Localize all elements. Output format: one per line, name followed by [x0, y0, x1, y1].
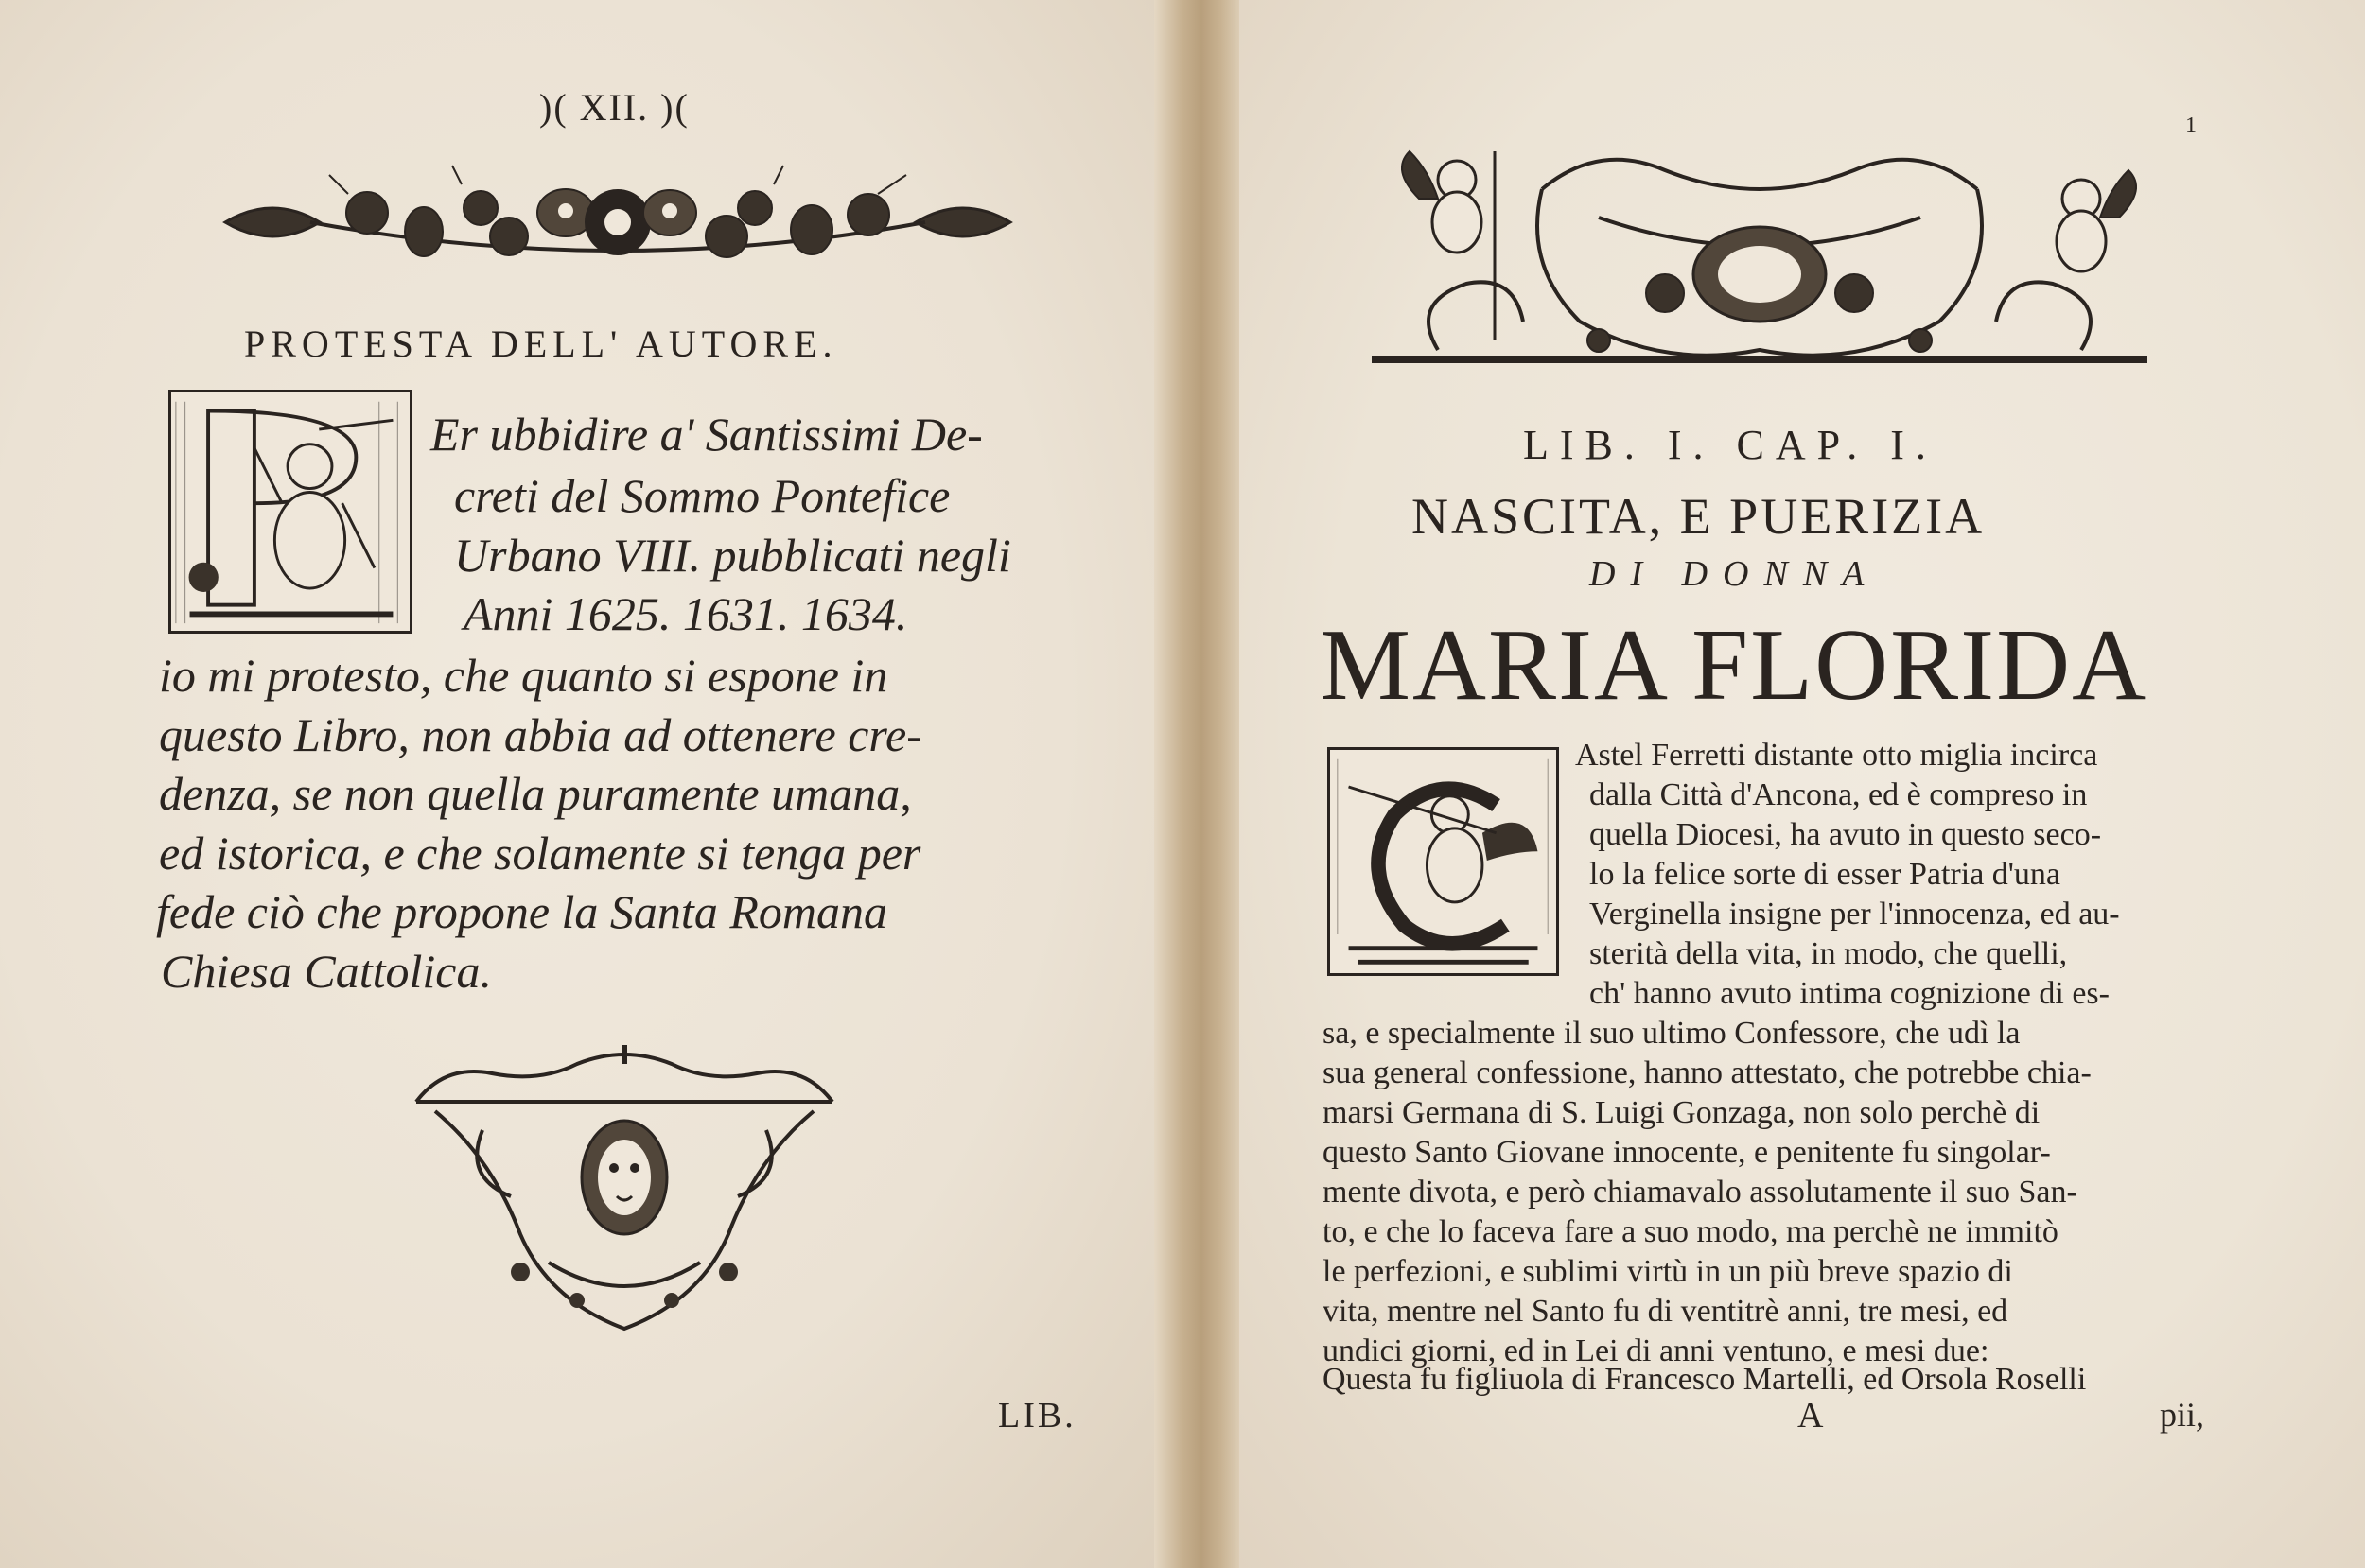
text-line-9: fede ciò che propone la Santa Romana — [156, 885, 887, 938]
text-line-2: creti del Sommo Pontefice — [454, 469, 951, 522]
body-line-3: quella Diocesi, ha avuto in questo seco- — [1589, 817, 2102, 852]
chapter-title: NASCITA, E PUERIZIA — [1411, 488, 1986, 545]
decorated-initial-c — [1327, 747, 1559, 976]
text-line-6: questo Libro, non abbia ad ottenere cre- — [159, 708, 922, 761]
catchword-right: pii, — [2160, 1396, 2205, 1434]
body-line-13: to, e che lo faceva fare a suo modo, ma perchè ne immitò — [1323, 1214, 2058, 1249]
text-line-5: io mi protesto, che quanto si espone in — [159, 649, 888, 702]
body-line-4: lo la felice sorte di esser Patria d'una — [1589, 857, 2060, 892]
left-page — [0, 0, 1164, 1568]
body-line-10: marsi Germana di S. Luigi Gonzaga, non solo perchè di — [1323, 1095, 2041, 1130]
body-line-8: sa, e specialmente il suo ultimo Confessore, che udì la — [1323, 1016, 2021, 1051]
body-line-16: undici giorni, ed in Lei di anni ventuno, e mesi due: — [1323, 1333, 1989, 1368]
body-line-6: sterità della vita, in modo, che quelli, — [1589, 936, 2068, 971]
text-line-7: denza, se non quella puramente umana, — [159, 767, 912, 820]
decorated-initial-p — [168, 390, 412, 634]
text-line-3: Urbano VIII. pubblicati negli — [454, 529, 1011, 582]
cherubs-cartouche-icon — [1353, 132, 2166, 378]
body-line-9: sua general confessione, hanno attestato, che potrebbe chia- — [1323, 1055, 2092, 1090]
body-line-15: vita, mentre nel Santo fu di ventitrè anni, tre mesi, ed — [1323, 1294, 2008, 1329]
fruit-garland-icon — [216, 156, 1020, 288]
body-line-7: ch' hanno avuto intima cognizione di es- — [1589, 976, 2110, 1011]
body-line-12: mente divota, e però chiamavalo assolutamente il suo San- — [1323, 1175, 2077, 1210]
body-line-11: questo Santo Giovane innocente, e penitente fu singolar- — [1323, 1135, 2051, 1170]
body-line-5: Verginella insigne per l'innocenza, ed au- — [1589, 897, 2120, 932]
chapter-main-name: MARIA FLORIDA — [1320, 609, 2148, 722]
text-line-8: ed istorica, e che solamente si tenga per — [159, 827, 921, 880]
page-header-roman-numeral: )( XII. )( — [539, 86, 690, 129]
protesta-title: PROTESTA DELL' AUTORE. — [244, 322, 838, 365]
page-number: 1 — [2185, 113, 2197, 138]
body-line-17: Questa fu figliuola di Francesco Martelli, ed Orsola Roselli — [1323, 1362, 2087, 1397]
text-line-10: Chiesa Cattolica. — [161, 945, 492, 998]
body-line-2: dalla Città d'Ancona, ed è compreso in — [1589, 777, 2088, 812]
cartouche-mask-icon — [407, 1045, 842, 1338]
body-line-14: le perfezioni, e sublimi virtù in un più breve spazio di — [1323, 1254, 2013, 1289]
text-line-1: Er ubbidire a' Santissimi De- — [430, 408, 983, 461]
chapter-heading: LIB. I. CAP. I. — [1523, 422, 1937, 468]
book-gutter — [1154, 0, 1249, 1568]
text-line-4: Anni 1625. 1631. 1634. — [464, 587, 908, 640]
cherub-initial-p-icon — [171, 392, 410, 631]
body-line-1: Astel Ferretti distante otto miglia incirca — [1575, 738, 2098, 773]
cherub-initial-c-icon — [1330, 750, 1556, 973]
signature-mark: A — [1797, 1396, 1824, 1436]
chapter-subtitle: DI DONNA — [1589, 554, 1880, 594]
catchword-left: LIB. — [998, 1396, 1077, 1436]
